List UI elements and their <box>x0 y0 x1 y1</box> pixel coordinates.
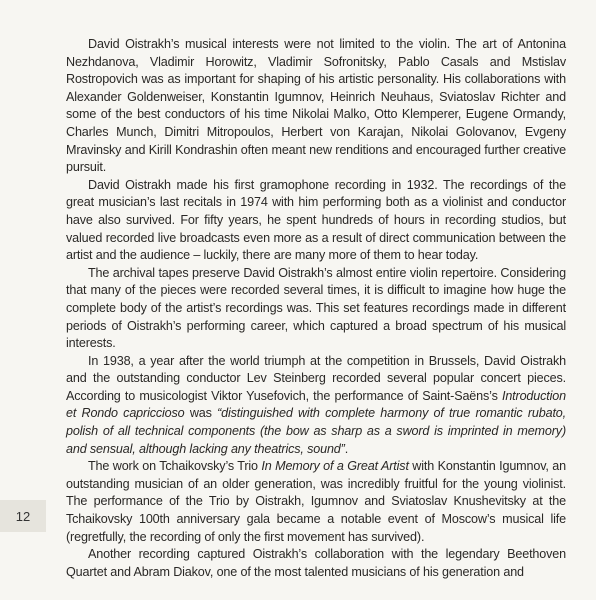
paragraph-4 <box>66 353 566 459</box>
work-title: Introduction et Rondo capriccioso <box>66 388 566 421</box>
paragraph-text: In 1938, a year after the world triumph at the competition in Brussels, David Oistrakh and the outstanding conductor Lev Steinberg recorded several popular concert pieces. According to musicologist Viktor Yusefovich, the performance of Saint-Saëns’s <box>66 353 566 403</box>
paragraph-1 <box>66 36 566 177</box>
paragraph-6 <box>66 546 566 581</box>
paragraph-2 <box>66 177 566 265</box>
paragraph-text: The archival tapes preserve David Oistrakh’s almost entire violin repertoire. Considering that many of the pieces were recorded several times, it is difficult to imagine how huge the complete body of the artist’s recordings was. This set features recordings made in different periods of Oistrakh’s performing career, which captured a broad spectrum of his musical interests. <box>66 265 566 351</box>
work-title: In Memory of a Great Artist <box>261 459 409 474</box>
body-text <box>66 36 566 581</box>
paragraph-text: with Konstantin Igumnov, an outstanding musician of an older generation, was incredibly fruitful for the young violinist. The performance of the Trio by Oistrakh, Igumnov and Sviatoslav Knushevitsky at the Tchaikovsky 100th anniversary gala became a notable event of Moscow’s musical life (regretfully, the recording of only the first movement has survived). <box>66 459 566 544</box>
paragraph-text: The work on Tchaikovsky’s Trio <box>88 459 262 474</box>
paragraph-3 <box>66 265 566 353</box>
page-number-tab <box>0 500 46 532</box>
quotation: “distinguished with complete harmony of true romantic rubato, polish of all technical components (the bow as sharp as a sword is imprinted in memory) and sensual, although lacking any theatrics, sound” <box>66 406 566 456</box>
paragraph-text: David Oistrakh’s musical interests were not limited to the violin. The art of Antonina Nezhdanova, Vladimir Horowitz, Vladimir Sofronitsky, Pablo Casals and Mstislav Rostropovich was as important for shaping of his artistic personality. His collaborations with Alexander Goldenweiser, Konstantin Igumnov, Heinrich Neuhaus, Sviatoslav Richter and some of the best conductors of his time Nikolai Malko, Otto Klemperer, Eugene Ormandy, Charles Munch, Dimitri Mitropoulos, Herbert von Karajan, Nikolai Golovanov, Evgeny Mravinsky and Kirill Kondrashin often meant new renditions and encouraged further creative pursuit. <box>66 37 566 175</box>
paragraph-text: was <box>184 406 218 421</box>
paragraph-text: Another recording captured Oistrakh’s collaboration with the legendary Beethoven Quartet and Abram Diakov, one of the most talented musicians of his generation and <box>66 547 566 579</box>
page-number: 12 <box>15 508 31 524</box>
paragraph-text: David Oistrakh made his first gramophone recording in 1932. The recordings of the great musician’s last recitals in 1974 with him performing both as a violinist and conductor have also survived. For fifty years, he spent hundreds of hours in recording studios, but valued recorded live broadcasts even more as a result of direct communication between the artist and the audience – luckily, there are many more of them to hear today. <box>66 177 566 263</box>
paragraph-text: . <box>344 441 349 456</box>
paragraph-5 <box>66 458 566 546</box>
